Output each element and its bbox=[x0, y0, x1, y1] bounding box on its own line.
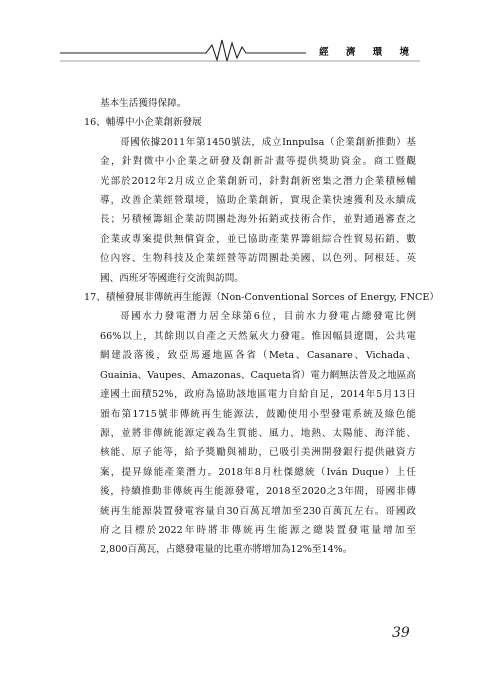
text-line: 導，改善企業經營環境，協助企業創新，實現企業快速獲利及永續成 bbox=[100, 195, 416, 207]
section-heading: 17、積極發展非傳統再生能源（Non-Conventional Sorces of Energy, FNCE） bbox=[84, 292, 439, 304]
text-line: 基本生活獲得保障。 bbox=[100, 98, 187, 109]
text-line: 網建設落後，致亞馬遜地區各省（Meta、Casanare、Vichada、 bbox=[100, 350, 416, 362]
running-header bbox=[60, 34, 420, 64]
text-line: 2,800百萬瓦，占總發電量的比重亦將增加為12%至14%。 bbox=[100, 544, 353, 556]
text-line: 核能、原子能等，給予獎勵與補助，已吸引美洲開發銀行提供融資方 bbox=[100, 447, 416, 459]
text-line: 哥國水力發電潛力居全球第6位，目前水力發電占總發電比例 bbox=[120, 311, 416, 323]
text-line: 達國土面積52%，政府為協助該地區電力自給自足，2014年5月13日 bbox=[100, 389, 416, 401]
text-line: 光部於2012年2月成立企業創新司，針對創新密集之潛力企業積極輔 bbox=[100, 175, 416, 187]
text-line: 66%以上，其餘則以自產之天然氣火力發電。惟因幅員遼闊，公共電 bbox=[100, 330, 416, 342]
text-line: 企業或專案提供無償資金，並已協助產業界籌組綜合性貿易拓銷、數 bbox=[100, 233, 416, 245]
text-line: 國、西班牙等國進行交流與訪問。 bbox=[100, 272, 244, 284]
text-line: 哥國依據2011年第1450號法，成立Innpulsa（企業創新推動）基 bbox=[120, 136, 416, 148]
document-body bbox=[84, 94, 439, 560]
text-line: 金，針對微中小企業之研發及創新計畫等提供獎助資金。商工暨觀 bbox=[100, 156, 416, 168]
text-line: 頒布第1715號非傳統再生能源法，鼓勵使用小型發電系統及綠色能 bbox=[100, 408, 416, 420]
page-number: 39 bbox=[392, 625, 410, 641]
text-line: 後，持續推動非傳統再生能源發電，2018至2020之3年間，哥國非傳 bbox=[100, 486, 416, 498]
text-line: Guainia、Vaupes、Amazonas、Caqueta省）電力網無法普及之地區高 bbox=[100, 369, 416, 381]
section-heading: 16、輔導中小企業創新發展 bbox=[84, 117, 202, 129]
text-line: 長；另積極籌組企業訪問團赴海外拓銷或技術合作，並對通過審查之 bbox=[100, 214, 416, 226]
text-line: 案，提昇綠能產業潛力。2018年8月杜傑總統（Iván Duque）上任 bbox=[100, 466, 416, 478]
text-line: 位內容、生物科技及企業經營等訪問團赴美國、以色列、阿根廷、英 bbox=[100, 253, 416, 265]
text-line: 府之目標於2022年時將非傳統再生能源之總裝置發電量增加至 bbox=[100, 524, 416, 536]
text-line: 源，並將非傳統能源定義為生質能、風力、地熱、太陽能、海洋能、 bbox=[100, 427, 416, 439]
text-line: 統再生能源裝置發電容量自30百萬瓦增加至230百萬瓦左右。哥國政 bbox=[100, 505, 416, 517]
header-label: 經 濟 環 境 bbox=[319, 47, 416, 58]
